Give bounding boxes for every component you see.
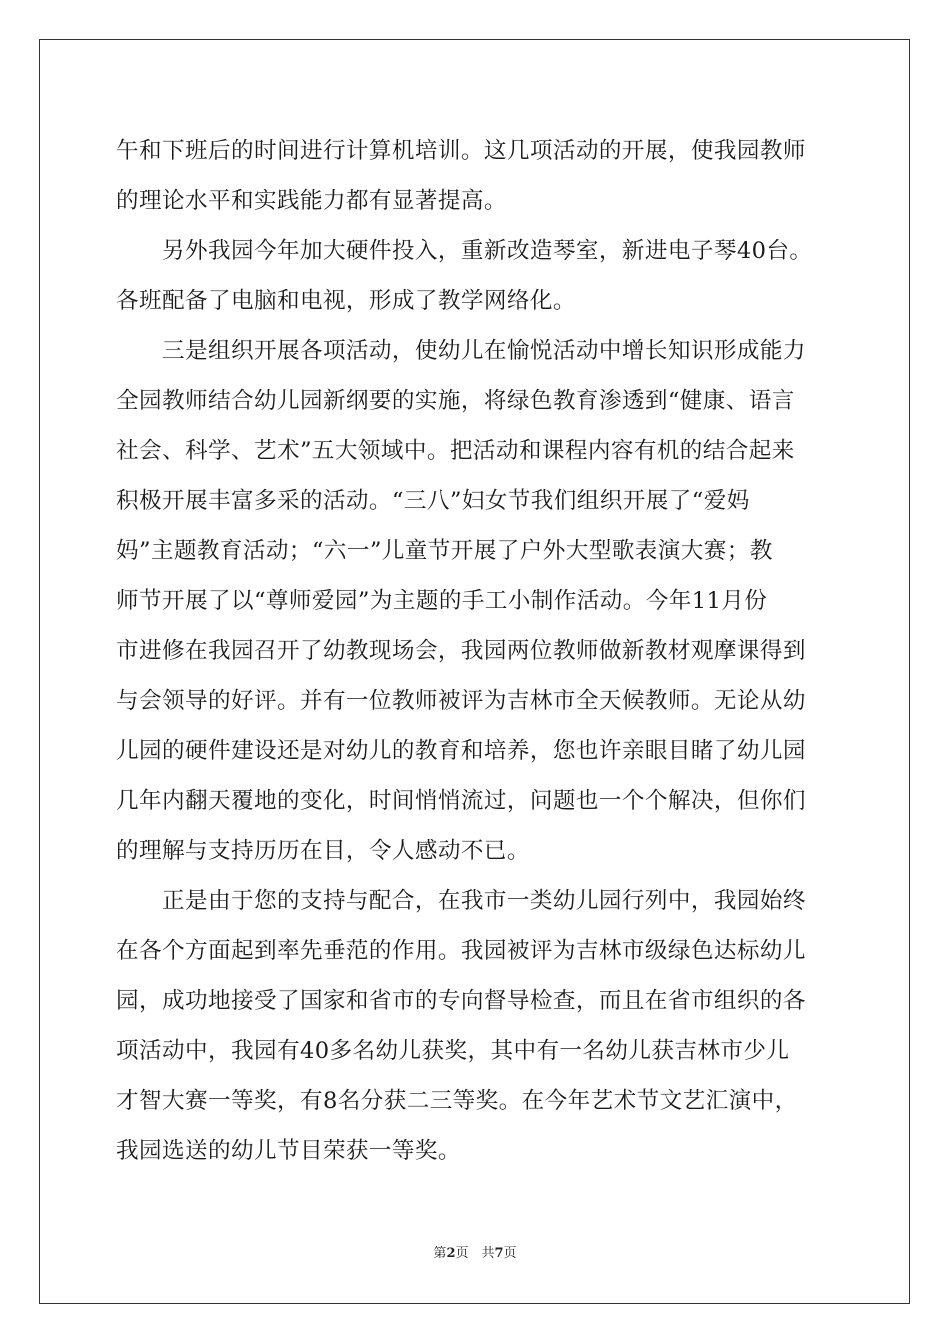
text-line: 全园教师结合幼儿园新纲要的实施，将绿色教育渗透到“健康、语言	[116, 388, 795, 414]
text-line: 的理论水平和实践能力都有显著提高。	[116, 188, 507, 214]
text-line: 另外我园今年加大硬件投入，重新改造琴室，新进电子琴40台。	[116, 238, 813, 264]
text-line: 正是由于您的支持与配合，在我市一类幼儿园行列中，我园始终	[116, 888, 806, 914]
page-prefix: 第	[433, 1246, 447, 1261]
page-suffix: 页	[503, 1246, 517, 1261]
text-line: 与会领导的好评。并有一位教师被评为吉林市全天候教师。无论从幼	[116, 688, 806, 714]
text-line: 项活动中，我园有40多名幼儿获奖，其中有一名幼儿获吉林市少儿	[116, 1038, 790, 1064]
text-line: 儿园的硬件建设还是对幼儿的教育和培养，您也许亲眼目睹了幼儿园	[116, 738, 806, 764]
text-line: 午和下班后的时间进行计算机培训。这几项活动的开展，使我园教师	[116, 138, 806, 164]
text-line: 才智大赛一等奖，有8名分获二三等奖。在今年艺术节文艺汇演中，	[116, 1088, 798, 1114]
text-line: 积极开展丰富多采的活动。“三八”妇女节我们组织开展了“爱妈	[116, 488, 750, 514]
text-line: 市进修在我园召开了幼教现场会，我园两位教师做新教材观摩课得到	[116, 638, 806, 664]
page-total: 7	[494, 1246, 504, 1261]
text-line: 各班配备了电脑和电视，形成了教学网络化。	[116, 288, 576, 314]
page-number-footer	[0, 1244, 950, 1264]
text-line: 我园选送的幼儿节目荣获一等奖。	[116, 1138, 461, 1164]
text-line: 的理解与支持历历在目，令人感动不已。	[116, 838, 530, 864]
text-line: 师节开展了以“尊师爱园”为主题的手工小制作活动。今年11月份	[116, 588, 768, 614]
text-line: 几年内翻天覆地的变化，时间悄悄流过，问题也一个个解决，但你们	[116, 788, 806, 814]
text-line: 社会、科学、艺术”五大领域中。把活动和课程内容有机的结合起来	[116, 438, 795, 464]
document-body	[116, 126, 846, 1176]
text-line: 妈”主题教育活动；“六一”儿童节开展了户外大型歌表演大赛；教	[116, 538, 773, 564]
page-mid: 页 共	[455, 1246, 495, 1261]
text-line: 园，成功地接受了国家和省市的专向督导检查，而且在省市组织的各	[116, 988, 806, 1014]
text-line: 在各个方面起到率先垂范的作用。我园被评为吉林市级绿色达标幼儿	[116, 938, 806, 964]
page-current: 2	[446, 1246, 456, 1261]
text-line: 三是组织开展各项活动，使幼儿在愉悦活动中增长知识形成能力	[116, 338, 806, 364]
